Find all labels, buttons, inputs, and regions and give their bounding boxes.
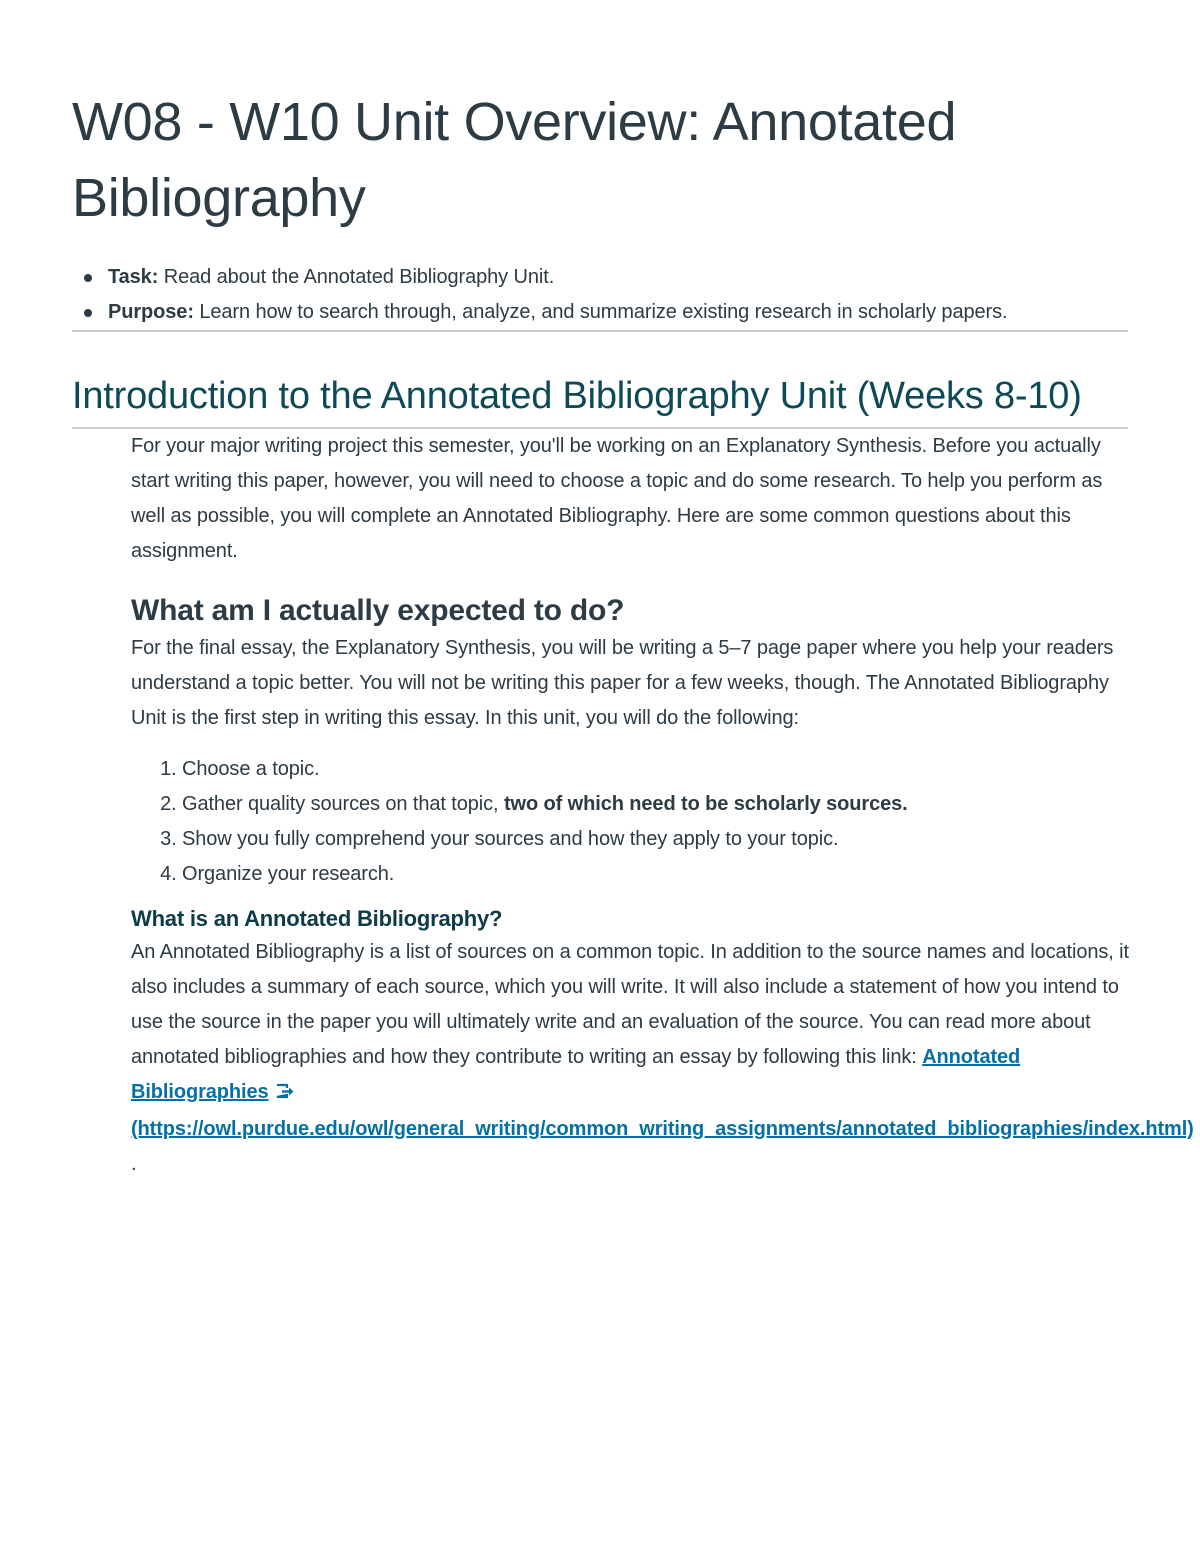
intro-paragraph: For your major writing project this semester, you'll be working on an Explanatory Synthesis. Before you actually start writing this paper, however, you will need to choose a topic and do some research. To help you perform as well as possible, you will complete an Annotated Bibliography. Here are some common questions about this assignment. <box>131 435 1103 562</box>
list-item: 3. Show you fully comprehend your sources and how they apply to your topic. <box>182 822 1131 857</box>
purpose-label: Purpose: <box>108 301 194 323</box>
step-text: Gather quality sources on that topic, <box>182 793 504 815</box>
list-item: 4. Organize your research. <box>182 857 1131 892</box>
section-title: Introduction to the Annotated Bibliography Unit (Weeks 8-10) <box>72 375 1082 417</box>
expectations-paragraph: For the final essay, the Explanatory Synthesis, you will be writing a 5–7 page paper where you help your readers understand a topic better. You will not be writing this paper for a few weeks, though. The Annotated Bibliography Unit is the first step in writing this essay. In this unit, you will do the following: <box>131 637 1114 729</box>
trailing-period: . <box>131 1153 137 1175</box>
external-link-icon <box>274 1077 296 1112</box>
link-label: Annotated Bibliographies <box>131 1046 1021 1103</box>
task-purpose-list <box>72 260 1128 330</box>
task-label: Task: <box>108 266 159 288</box>
annotated-bibliography-heading: What is an Annotated Bibliography? <box>131 906 503 931</box>
task-text: Read about the Annotated Bibliography Unit. <box>158 266 555 288</box>
expectations-heading: What am I actually expected to do? <box>131 594 625 627</box>
divider <box>72 330 1128 332</box>
steps-list <box>131 752 1131 892</box>
annotated-bibliography-paragraph <box>131 935 1194 1182</box>
list-item: 1. Choose a topic. <box>182 752 1131 787</box>
page-content <box>72 84 1194 1182</box>
list-item-purpose <box>72 295 1128 330</box>
step-emphasis: two of which need to be scholarly sources. <box>503 793 908 815</box>
annotated-paragraph-text: An Annotated Bibliography is a list of sources on a common topic. In addition to the source names and locations, it also includes a summary of each source, which you will write. It will also include a statement of how you intend to use the source in the paper you will ultimately write and an evaluation of the source. You can read more about annotated bibliographies and how they contribute to writing an essay by following this link: <box>131 941 1129 1068</box>
link-url-text: (https://owl.purdue.edu/owl/general_writing/common_writing_assignments/annotated_bibliographies/index.html) <box>131 1118 1194 1140</box>
purpose-text: Learn how to search through, analyze, and summarize existing research in scholarly papers. <box>193 301 1008 323</box>
bullet-icon <box>84 309 92 317</box>
section-body <box>131 429 1194 1182</box>
list-item <box>182 787 1131 822</box>
page-title: W08 - W10 Unit Overview: Annotated Bibliography <box>72 92 957 228</box>
list-item-task <box>72 260 1128 295</box>
bullet-icon <box>84 274 92 282</box>
